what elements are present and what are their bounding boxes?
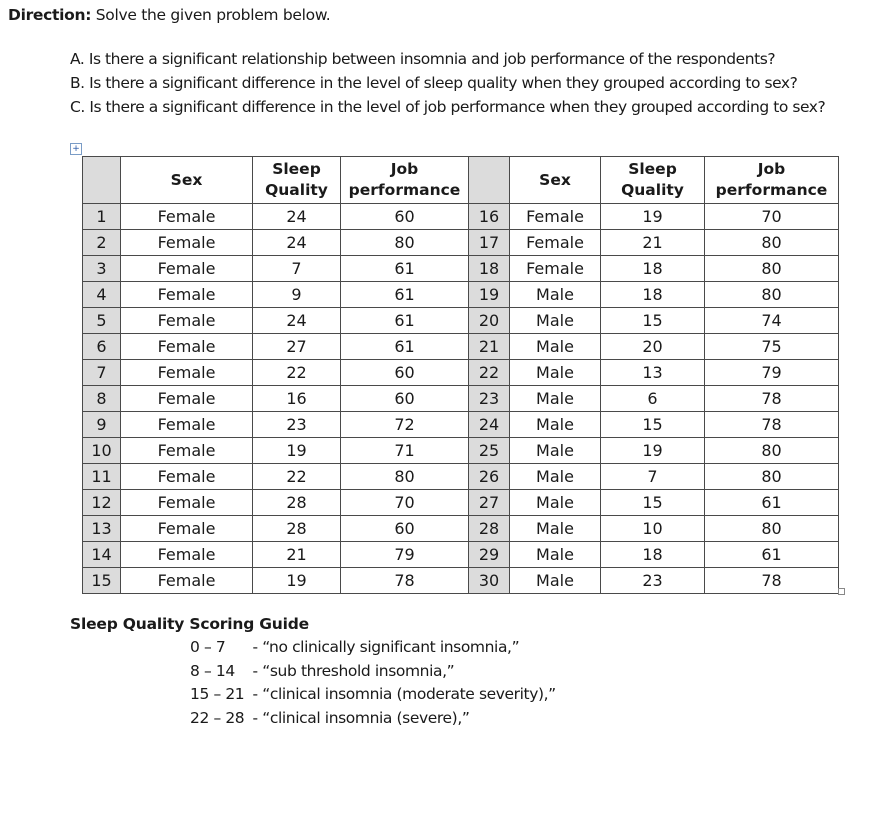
sex-cell: Male [510,282,601,308]
guide-title: Sleep Quality Scoring Guide [70,615,309,633]
sex-cell: Male [510,464,601,490]
header-job-performance-right: Job performance [705,157,839,204]
direction-line [8,6,330,24]
question-list [70,47,882,119]
sleep-quality-cell: 22 [253,464,341,490]
sleep-quality-cell: 24 [253,308,341,334]
sex-cell: Female [121,360,253,386]
job-performance-cell: 60 [341,516,469,542]
header-job-performance-left: Job performance [341,157,469,204]
direction-label: Direction: [8,6,92,24]
sleep-quality-cell: 23 [253,412,341,438]
sleep-quality-cell: 15 [601,308,705,334]
job-performance-cell: 80 [341,464,469,490]
question-b: B. Is there a significant difference in the level of sleep quality when they grouped according to sex? [70,74,798,92]
header-sex-right: Sex [510,157,601,204]
header-sleep-quality-right: Sleep Quality [601,157,705,204]
job-performance-cell: 79 [705,360,839,386]
sex-cell: Female [121,230,253,256]
row-number: 19 [469,282,510,308]
row-number: 1 [83,204,121,230]
sleep-quality-cell: 15 [601,412,705,438]
table-row [83,308,839,334]
job-performance-cell: 61 [341,282,469,308]
job-performance-cell: 61 [341,308,469,334]
sleep-quality-cell: 15 [601,490,705,516]
sex-cell: Male [510,308,601,334]
sex-cell: Male [510,438,601,464]
job-performance-cell: 75 [705,334,839,360]
sleep-quality-cell: 18 [601,256,705,282]
sleep-quality-cell: 20 [601,334,705,360]
row-number: 11 [83,464,121,490]
sleep-quality-cell: 21 [601,230,705,256]
sex-cell: Male [510,412,601,438]
sleep-quality-cell: 22 [253,360,341,386]
guide-item [190,683,556,707]
scoring-guide [190,636,556,730]
sex-cell: Female [121,568,253,594]
guide-range: 8 – 14 [190,661,235,680]
row-number: 10 [83,438,121,464]
row-number: 24 [469,412,510,438]
guide-item [190,707,556,731]
row-number: 3 [83,256,121,282]
question-a: A. Is there a significant relationship between insomnia and job performance of the respondents? [70,50,776,68]
sex-cell: Female [510,204,601,230]
row-number: 4 [83,282,121,308]
table-row [83,464,839,490]
row-number: 13 [83,516,121,542]
sex-cell: Female [121,308,253,334]
row-number: 8 [83,386,121,412]
sex-cell: Female [121,490,253,516]
sleep-quality-cell: 19 [601,438,705,464]
table-row [83,386,839,412]
sex-cell: Male [510,542,601,568]
job-performance-cell: 78 [705,412,839,438]
table-row [83,282,839,308]
job-performance-cell: 70 [705,204,839,230]
job-performance-cell: 61 [341,334,469,360]
sex-cell: Female [121,464,253,490]
sleep-quality-cell: 9 [253,282,341,308]
header-blank-right [469,157,510,204]
sex-cell: Female [121,438,253,464]
sex-cell: Female [121,256,253,282]
header-sex-left: Sex [121,157,253,204]
job-performance-cell: 60 [341,360,469,386]
job-performance-cell: 71 [341,438,469,464]
question-c: C. Is there a significant difference in the level of job performance when they grouped according to sex? [70,98,826,116]
job-performance-cell: 79 [341,542,469,568]
table-move-handle-icon[interactable]: + [70,143,82,155]
row-number: 18 [469,256,510,282]
sleep-quality-cell: 16 [253,386,341,412]
sleep-quality-cell: 18 [601,542,705,568]
sex-cell: Male [510,490,601,516]
job-performance-cell: 80 [705,464,839,490]
row-number: 26 [469,464,510,490]
job-performance-cell: 78 [341,568,469,594]
table-header-row [83,157,839,204]
row-number: 14 [83,542,121,568]
guide-desc: - “sub threshold insomnia,” [248,661,455,680]
job-performance-cell: 74 [705,308,839,334]
guide-range: 15 – 21 [190,685,245,703]
job-performance-cell: 78 [705,386,839,412]
sex-cell: Female [121,334,253,360]
sleep-quality-cell: 19 [601,204,705,230]
row-number: 27 [469,490,510,516]
row-number: 6 [83,334,121,360]
sleep-quality-cell: 21 [253,542,341,568]
row-number: 22 [469,360,510,386]
row-number: 12 [83,490,121,516]
row-number: 28 [469,516,510,542]
sex-cell: Female [121,282,253,308]
sex-cell: Male [510,568,601,594]
job-performance-cell: 80 [341,230,469,256]
sex-cell: Male [510,516,601,542]
row-number: 29 [469,542,510,568]
guide-item [190,636,556,660]
table-row [83,568,839,594]
job-performance-cell: 61 [705,542,839,568]
job-performance-cell: 60 [341,204,469,230]
sleep-quality-cell: 28 [253,490,341,516]
row-number: 5 [83,308,121,334]
direction-text: Solve the given problem below. [91,6,331,24]
sex-cell: Female [121,204,253,230]
sleep-quality-cell: 19 [253,438,341,464]
sleep-quality-cell: 24 [253,204,341,230]
table-row [83,256,839,282]
table-row [83,542,839,568]
table-row [83,412,839,438]
sleep-quality-cell: 10 [601,516,705,542]
job-performance-cell: 72 [341,412,469,438]
sex-cell: Female [121,542,253,568]
guide-range: 0 – 7 [190,638,226,656]
row-number: 17 [469,230,510,256]
table-row [83,438,839,464]
table-body [83,204,839,594]
sex-cell: Female [121,386,253,412]
sleep-quality-cell: 24 [253,230,341,256]
job-performance-cell: 80 [705,438,839,464]
sleep-quality-cell: 19 [253,568,341,594]
job-performance-cell: 70 [341,490,469,516]
table-row [83,204,839,230]
job-performance-cell: 61 [341,256,469,282]
row-number: 7 [83,360,121,386]
sleep-quality-cell: 7 [601,464,705,490]
table-row [83,360,839,386]
row-number: 16 [469,204,510,230]
row-number: 20 [469,308,510,334]
table-resize-handle-icon[interactable] [838,588,845,595]
sex-cell: Male [510,386,601,412]
guide-item [190,660,556,684]
guide-range: 22 – 28 [190,708,245,727]
job-performance-cell: 80 [705,230,839,256]
table-row [83,490,839,516]
header-blank-left [83,157,121,204]
row-number: 30 [469,568,510,594]
sex-cell: Female [510,256,601,282]
table-row [83,516,839,542]
sleep-quality-cell: 18 [601,282,705,308]
sex-cell: Female [121,412,253,438]
row-number: 15 [83,568,121,594]
guide-desc: - “clinical insomnia (severe),” [248,708,470,727]
job-performance-cell: 80 [705,256,839,282]
sex-cell: Male [510,334,601,360]
row-number: 21 [469,334,510,360]
job-performance-cell: 60 [341,386,469,412]
guide-desc: - “clinical insomnia (moderate severity),” [248,685,556,703]
sleep-quality-cell: 13 [601,360,705,386]
sleep-quality-cell: 7 [253,256,341,282]
job-performance-cell: 78 [705,568,839,594]
table-row [83,334,839,360]
row-number: 9 [83,412,121,438]
sleep-quality-cell: 28 [253,516,341,542]
sex-cell: Female [510,230,601,256]
job-performance-cell: 80 [705,282,839,308]
row-number: 23 [469,386,510,412]
sex-cell: Female [121,516,253,542]
job-performance-cell: 61 [705,490,839,516]
row-number: 25 [469,438,510,464]
guide-desc: - “no clinically significant insomnia,” [248,638,520,656]
sleep-quality-cell: 23 [601,568,705,594]
table-row [83,230,839,256]
sleep-quality-cell: 27 [253,334,341,360]
job-performance-cell: 80 [705,516,839,542]
row-number: 2 [83,230,121,256]
data-table [82,156,839,594]
header-sleep-quality-left: Sleep Quality [253,157,341,204]
sex-cell: Male [510,360,601,386]
sleep-quality-cell: 6 [601,386,705,412]
